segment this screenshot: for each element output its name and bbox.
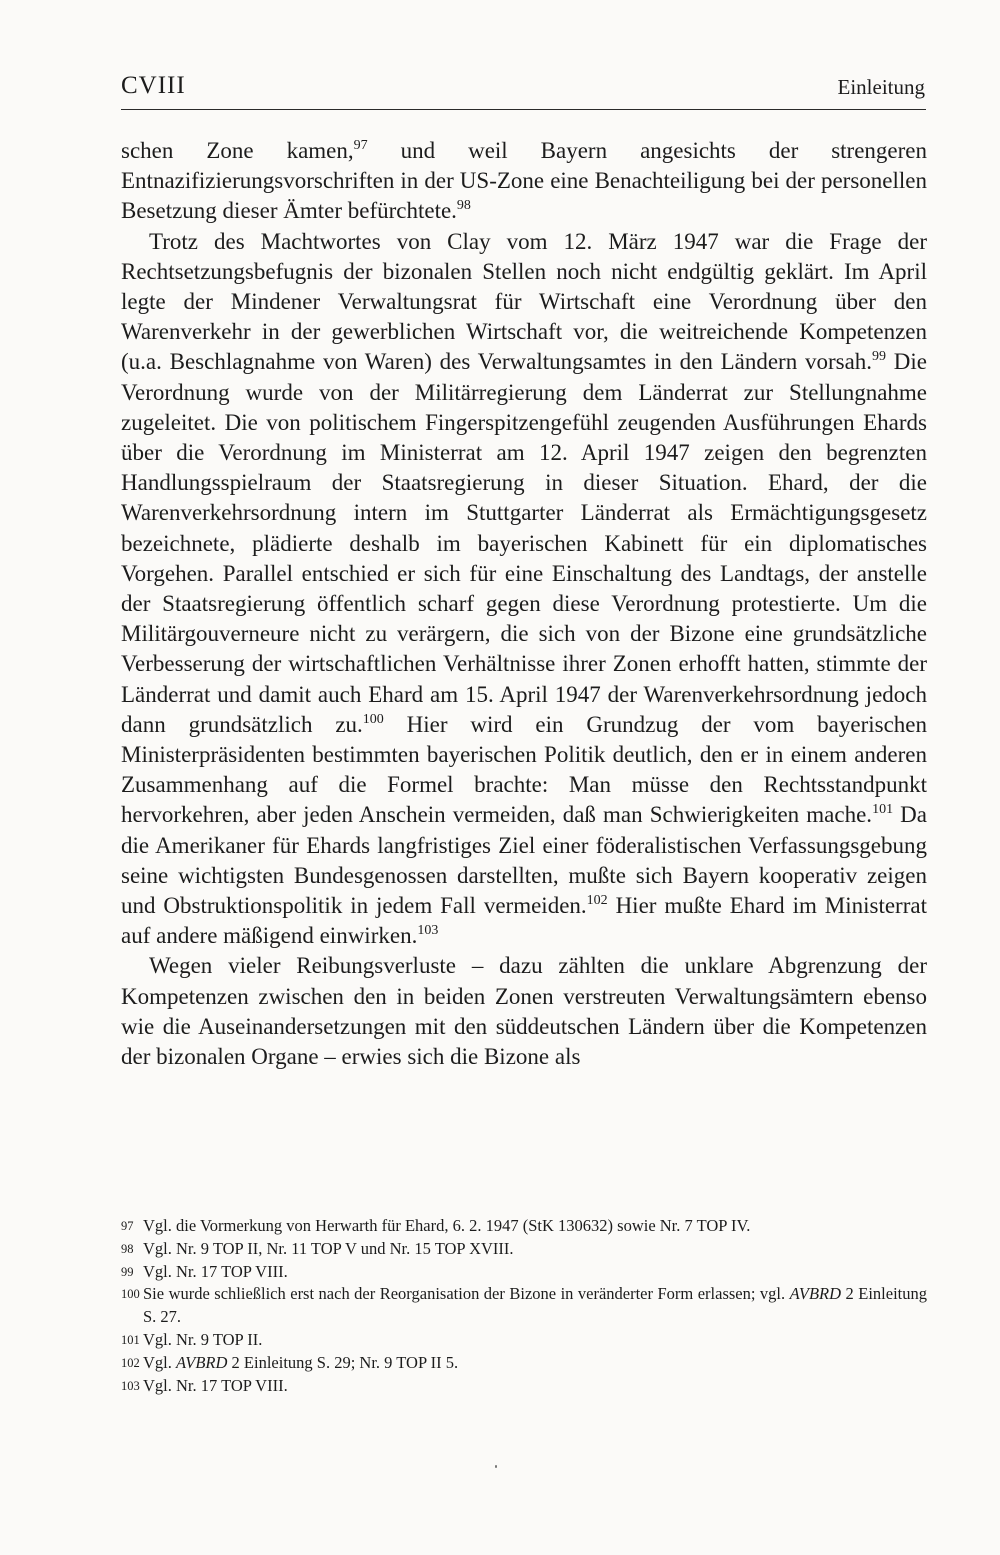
footnote-reference: 98 bbox=[456, 198, 471, 214]
footnote-reference: 101 bbox=[872, 802, 894, 818]
italic-text: AVBRD bbox=[789, 1284, 842, 1304]
text-run: Vgl. Nr. 9 TOP II, Nr. 11 TOP V und Nr. 15 TOP XVIII. bbox=[143, 1238, 514, 1258]
footnote-reference: 99 bbox=[872, 349, 887, 365]
footnote-number: 101 bbox=[121, 1332, 140, 1347]
footnote-reference: 102 bbox=[586, 893, 608, 909]
page-number: CVIII bbox=[121, 72, 186, 99]
text-run: Vgl. Nr. 9 TOP II. bbox=[143, 1329, 263, 1349]
page-header bbox=[121, 72, 925, 106]
paragraph-p2 bbox=[121, 227, 927, 952]
footnote-reference: 97 bbox=[353, 138, 368, 153]
text-run: Vgl. bbox=[143, 1352, 176, 1372]
footnote-text bbox=[143, 1353, 458, 1372]
footnote-number: 103 bbox=[121, 1378, 140, 1393]
footnotes bbox=[121, 1215, 927, 1397]
footnote-reference: 103 bbox=[417, 923, 439, 939]
body-text bbox=[121, 136, 927, 1072]
footnote-text bbox=[143, 1262, 288, 1281]
header-rule bbox=[121, 109, 926, 110]
footnote-97 bbox=[121, 1215, 927, 1238]
text-run: Die Verordnung wurde von der Militärregierung dem Länderrat zur Stellungnahme zugeleitet. Die von politischem Fingerspitzengefühl zeugenden Ausführungen Ehards über die Verordnung im Ministerrat am 12. April 1947 zeigen den begrenzten Handlungsspielraum der Staatsregierung in dieser Situation. Ehard, der die Warenverkehrsordnung intern im Stuttgarter Länderrat als Ermächtigungsgesetz bezeichnete, plädierte deshalb im bayerischen Kabinett für ein diplomatisches Vorgehen. Parallel entschied er sich für eine Einschaltung des Landtags, der anstelle der Staatsregierung öffentlich scharf gegen diese Verordnung protestierte. Um die Militärgouverneure nicht zu verärgern, die sich von der Bizone eine grundsätzliche Verbesserung der wirtschaftlichen Verhältnisse ihrer Zonen erhofft hatten, stimmte der Länderrat und damit auch Ehard am 15. April 1947 der Warenverkehrsordnung jedoch dann grundsätzlich zu. bbox=[121, 349, 927, 737]
text-run: Wegen vieler Reibungsverluste – dazu zählten die unklare Abgrenzung der Kompetenzen zwischen den in beiden Zonen verstreuten Verwaltungsämtern ebenso wie die Auseinandersetzungen mit den süddeutschen Ländern über die Kompetenzen der bizonalen Organe – erwies sich die Bizone als bbox=[121, 953, 927, 1070]
paragraph-p3 bbox=[121, 951, 927, 1072]
footnote-103 bbox=[121, 1375, 927, 1398]
footnote-100 bbox=[121, 1283, 927, 1329]
footnote-101 bbox=[121, 1329, 927, 1352]
running-head: Einleitung bbox=[837, 75, 925, 99]
italic-text: AVBRD bbox=[176, 1352, 228, 1372]
footnote-number: 98 bbox=[121, 1241, 134, 1256]
footnote-number: 97 bbox=[121, 1219, 134, 1233]
footnote-102 bbox=[121, 1352, 927, 1375]
footnote-number: 102 bbox=[121, 1355, 140, 1370]
footnote-text bbox=[143, 1284, 927, 1326]
footnote-number: 100 bbox=[121, 1287, 140, 1302]
footnote-99 bbox=[121, 1261, 927, 1284]
text-run: Hier wird ein Grundzug der vom bayerischen Ministerpräsidenten bestimmten bayerischen Politik deutlich, den er in einem anderen Zusammenhang auf die Formel brachte: Man müsse den Rechtsstandpunkt hervorkehren, aber jeden Anschein vermeiden, daß man Schwierigkeiten mache. bbox=[121, 711, 927, 828]
text-run: Da die Amerikaner für Ehards langfristiges Ziel einer föderalistischen Verfassungsgebung seine wichtigsten Bundesgenossen darstellten, mußte sich Bayern kooperativ zeigen und Obstruktionspolitik in jedem Fall vermeiden. bbox=[121, 802, 927, 919]
text-run: Vgl. die Vormerkung von Herwarth für Ehard, 6. 2. 1947 (StK 130632) sowie Nr. 7 TOP IV. bbox=[143, 1216, 751, 1235]
text-run: 2 Einleitung S. 27. bbox=[143, 1284, 927, 1327]
footnote-98 bbox=[121, 1238, 927, 1261]
footnote-reference: 100 bbox=[362, 711, 384, 727]
text-run: Hier mußte Ehard im Ministerrat auf andere mäßigend einwirken. bbox=[121, 893, 927, 949]
paper-speck bbox=[495, 1465, 497, 1468]
text-run: 2 Einleitung S. 29; Nr. 9 TOP II 5. bbox=[227, 1352, 459, 1372]
footnote-number: 99 bbox=[121, 1264, 134, 1279]
text-run: schen Zone kamen, bbox=[121, 138, 354, 163]
text-run: und weil Bayern angesichts der strengeren Entnazifizierungsvorschriften in der US-Zone eine Benachteiligung bei der personellen Besetzung dieser Ämter befürchtete. bbox=[121, 138, 927, 224]
footnote-text bbox=[143, 1330, 262, 1349]
paragraph-p1 bbox=[121, 136, 927, 227]
footnote-text bbox=[143, 1376, 288, 1395]
text-run: Vgl. Nr. 17 TOP VIII. bbox=[143, 1375, 288, 1395]
footnote-text bbox=[143, 1239, 514, 1258]
text-run: Sie wurde schließlich erst nach der Reorganisation der Bizone in veränderter Form erlassen; vgl. bbox=[143, 1284, 790, 1304]
text-run: Vgl. Nr. 17 TOP VIII. bbox=[143, 1261, 288, 1281]
text-run: Trotz des Machtwortes von Clay vom 12. März 1947 war die Frage der Rechtsetzungsbefugnis der bizonalen Stellen noch nicht endgültig geklärt. Im April legte der Mindener Verwaltungsrat für Wirtschaft eine Verordnung über den Warenverkehr in der gewerblichen Wirtschaft vor, die weitreichende Kompetenzen (u.a. Beschlagnahme von Waren) des Verwaltungsamtes in den Ländern vorsah. bbox=[121, 228, 927, 375]
footnote-text bbox=[143, 1216, 750, 1235]
